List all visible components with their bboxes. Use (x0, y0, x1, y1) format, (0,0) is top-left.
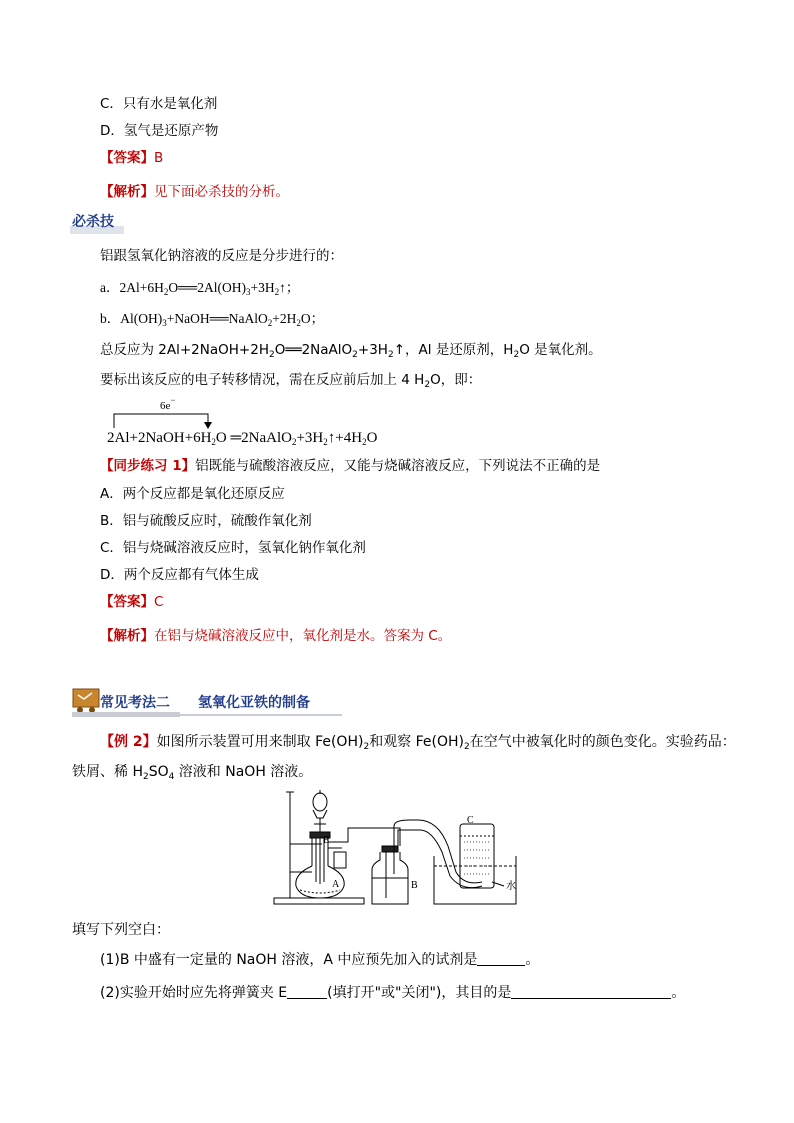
option-d-prev: D．氢气是还原产物 (100, 123, 219, 139)
electron-note (100, 370, 481, 390)
practice-option-c: C．铝与烧碱溶液反应时，氢氧化钠作氧化剂 (100, 540, 366, 556)
teq-1: 2Al+2NaOH+6H (107, 430, 212, 446)
intro-text: 铝跟氢氧化钠溶液的反应是分步进行的： (100, 248, 343, 264)
eq-b-4: O； (300, 311, 325, 326)
answer-tag: 【答案】 (100, 150, 154, 166)
eq-b-sub2: 2 (267, 318, 273, 328)
total-sub1: 2 (268, 350, 275, 360)
total-sub4: 2 (513, 350, 520, 360)
apparatus-figure (268, 786, 524, 910)
teq-3: +3H (296, 430, 324, 446)
electron-sup: − (170, 395, 176, 405)
eq-a-sub2: 3 (245, 287, 251, 297)
total-reaction (100, 340, 602, 360)
label-e: E (323, 835, 330, 846)
q1-text: (1)B 中盛有一定量的 NaOH 溶液，A 中应预先加入的试剂是 (100, 952, 478, 968)
label-a: A (332, 879, 340, 890)
teq-sub3: 2 (323, 437, 328, 447)
analysis2-text: 在铝与烧碱溶液反应中，氧化剂是水。答案为 C。 (154, 628, 452, 644)
answer-2 (100, 592, 163, 612)
analysis2-tag: 【解析】 (100, 628, 154, 644)
section-title: 氢氧化亚铁的制备 (198, 695, 310, 711)
teq-2: O ═2NaAlO (215, 430, 292, 446)
label-b: B (411, 880, 418, 891)
eq-b-sub1: 3 (162, 318, 167, 328)
ex-sub2: 2 (464, 742, 470, 752)
answer-value: B (154, 150, 164, 166)
ex2-1: 铁屑、稀 H (72, 764, 143, 780)
q2-mid: (填打开"或"关闭")，其目的是 (327, 985, 512, 1001)
practice-option-b: B．铝与硫酸反应时，硫酸作氧化剂 (100, 513, 312, 529)
section-label: 常见考法二 (100, 695, 170, 711)
eq-a-sub3: 2 (274, 287, 280, 297)
ex2-3: 溶液和 NaOH 溶液。 (174, 764, 313, 780)
answer2-value: C (154, 594, 164, 610)
eq-b-2: +NaOH══NaAlO (166, 311, 268, 326)
label-c: C (467, 815, 474, 826)
ex-sub1: 2 (363, 742, 370, 752)
teq-5: O (366, 430, 378, 446)
example-2-stem (100, 732, 736, 752)
eq-a-2: O══2Al(OH) (168, 280, 246, 295)
total-sub3: 2 (387, 350, 394, 360)
eq-a-1: a．2Al+6H (100, 280, 164, 295)
ex-1: 如图所示装置可用来制取 Fe(OH) (156, 734, 364, 750)
analysis-text: 见下面必杀技的分析。 (154, 184, 289, 200)
teq-sub2: 2 (291, 437, 297, 447)
eq-a-3: +3H (250, 280, 275, 295)
answer2-tag: 【答案】 (100, 594, 154, 610)
q2-blank-2[interactable] (511, 984, 671, 999)
section-underline (72, 712, 342, 718)
total-1: 总反应为 2Al+2NaOH+2H (100, 342, 269, 358)
eq-a-4: ↑； (279, 280, 300, 295)
eq-b-3: +2H (272, 311, 297, 326)
analysis-tag: 【解析】 (100, 184, 154, 200)
ex2-2: SO (148, 764, 169, 780)
question-1 (100, 950, 539, 970)
practice-text: 铝既能与硫酸溶液反应，又能与烧碱溶液反应，下列说法不正确的是 (195, 458, 601, 474)
ex2-sub2: 4 (168, 772, 175, 782)
electron-count: 6e (160, 400, 171, 412)
equation-a (100, 278, 299, 298)
q1-end: 。 (525, 952, 540, 968)
total-4: ↑，Al 是还原剂，H (393, 342, 514, 358)
total-2: O══2NaAlO (274, 342, 353, 358)
example-tag: 【例 2】 (100, 734, 157, 750)
bishaji-heading: 必杀技 (72, 212, 118, 232)
total-5: O 是氧化剂。 (519, 342, 602, 358)
ex-2: 和观察 Fe(OH) (369, 734, 465, 750)
practice-option-d: D．两个反应都有气体生成 (100, 567, 259, 583)
electron-label (160, 395, 176, 413)
teq-4: ↑+4H (327, 430, 363, 446)
teq-sub4: 2 (362, 437, 367, 447)
q1-blank[interactable] (477, 951, 525, 966)
practice-option-a: A．两个反应都是氧化还原反应 (100, 486, 285, 502)
ex-3: 在空气中被氧化时的颜色变化。实验药品： (469, 734, 736, 750)
option-c-prev: C．只有水是氧化剂 (100, 96, 218, 112)
q2-end: 。 (671, 985, 686, 1001)
analysis-1 (100, 182, 289, 202)
q2-blank-1[interactable] (287, 984, 327, 999)
note-2: O，即： (430, 372, 482, 388)
question-2 (100, 983, 685, 1003)
note-1: 要标出该反应的电子转移情况，需在反应前后加上 4 H (100, 372, 425, 388)
q2-text: (2)实验开始时应先将弹簧夹 E (100, 985, 288, 1001)
practice-tag: 【同步练习 1】 (100, 458, 196, 474)
eq-a-sub1: 2 (163, 287, 169, 297)
teq-sub1: 2 (211, 437, 216, 447)
note-sub: 2 (424, 380, 431, 390)
analysis-2 (100, 626, 451, 646)
eq-b-sub3: 2 (296, 318, 301, 328)
equation-b (100, 309, 324, 329)
ex2-sub1: 2 (142, 772, 149, 782)
fill-in-instruction: 填写下列空白： (72, 922, 170, 938)
total-sub2: 2 (352, 350, 358, 360)
eq-b-1: b．Al(OH) (100, 311, 163, 326)
label-water: 水 (506, 881, 516, 892)
practice-1-stem (100, 456, 600, 476)
total-3: +3H (357, 342, 388, 358)
transfer-equation (107, 428, 377, 448)
section-heading (72, 688, 342, 718)
example-2-line2 (72, 762, 312, 782)
answer-1 (100, 148, 163, 168)
